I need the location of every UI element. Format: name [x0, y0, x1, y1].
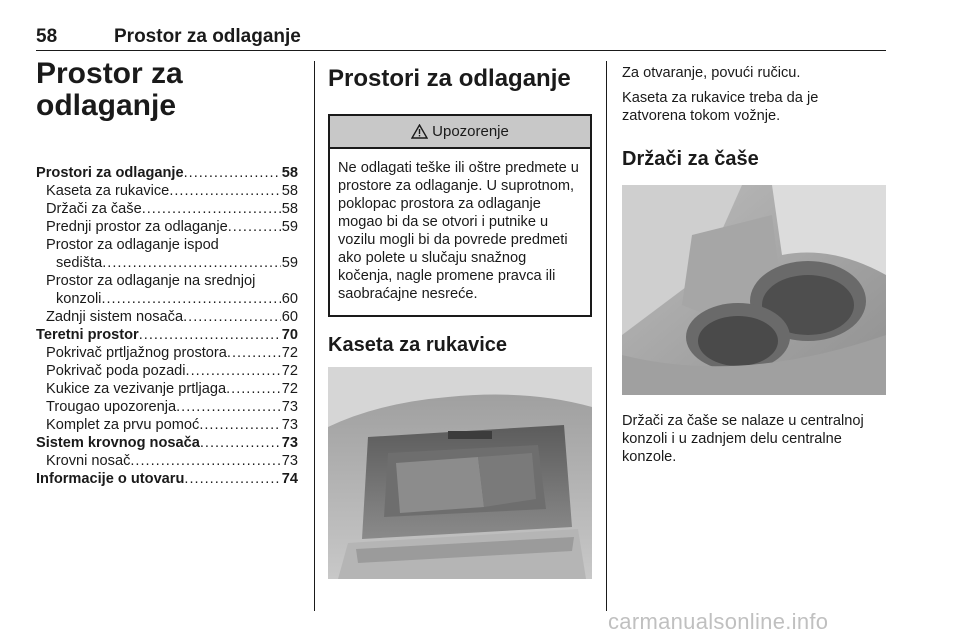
toc-entry-page: 73: [281, 453, 298, 469]
toc-entry-label: Komplet za prvu pomoć: [46, 417, 200, 433]
toc-leader-dots: [183, 308, 281, 326]
cupholders-text: Držači za čaše se nalaze u centralnoj konzoli i u zadnjem delu centralne konzole.: [622, 413, 864, 465]
toc-entry-label: sedišta: [56, 255, 103, 271]
toc-entry-page: 59: [281, 219, 298, 235]
watermark: carmanualsonline.info: [608, 609, 829, 634]
toc-leader-dots: [199, 416, 280, 434]
toc-entry-line: Prostor za odlaganje na srednjoj: [46, 273, 256, 289]
warning-box: [328, 114, 592, 317]
toc-leader-dots: [186, 362, 281, 380]
glovebox-text-2: Kaseta za rukavice treba da je zatvorena tokom vožnje.: [622, 90, 819, 124]
glovebox-photo: [328, 367, 592, 579]
toc-entry-page: 73: [281, 399, 298, 415]
toc-entry[interactable]: [36, 290, 298, 308]
cupholder-photo: [622, 185, 886, 395]
toc-entry[interactable]: [36, 380, 298, 398]
toc-leader-dots: [139, 326, 281, 344]
toc-entry-line: Prostor za odlaganje ispod: [46, 237, 219, 253]
running-title: Prostor za odlaganje: [114, 26, 301, 47]
toc-entry-page: 72: [281, 345, 298, 361]
toc-entry[interactable]: [36, 164, 298, 182]
toc-entry-page: 59: [281, 255, 298, 271]
toc-entry-label: Držači za čaše: [46, 201, 142, 217]
toc-entry-label: Pokrivač prtljažnog prostora: [46, 345, 227, 361]
toc-leader-dots: [102, 254, 281, 272]
page-header: [36, 26, 886, 52]
toc-entry-label: Teretni prostor: [36, 327, 139, 343]
toc-entry[interactable]: [36, 254, 298, 272]
page-number: 58: [36, 26, 58, 47]
toc-leader-dots: [176, 398, 281, 416]
toc-entry-page: 74: [281, 471, 298, 487]
toc-leader-dots: [228, 218, 281, 236]
toc-leader-dots: [101, 290, 280, 308]
warning-text: Ne odlagati teške ili oštre predmete u prostore za odlaganje. U suprotnom, poklopac prostora za odlaganje mogao bi da se otvori i putnike u vozilu mogli bi da povrede predmeti ako polete u slučaju snažnog kočenja, nagle promene pravca ili saobraćajne nesreće.: [338, 160, 579, 302]
toc-entry-page: 58: [281, 165, 298, 181]
toc-entry[interactable]: [36, 344, 298, 362]
toc-entry-label: Kukice za vezivanje prtljaga: [46, 381, 227, 397]
toc-entry[interactable]: [36, 200, 298, 218]
toc-entry-label: Kaseta za rukavice: [46, 183, 170, 199]
toc-entry[interactable]: [36, 434, 298, 452]
warning-label: Upozorenje: [432, 123, 509, 140]
table-of-contents: [36, 164, 298, 488]
warning-header: [330, 116, 590, 149]
middle-column: [328, 58, 592, 584]
toc-entry[interactable]: [36, 416, 298, 434]
toc-entry[interactable]: [36, 470, 298, 488]
toc-entry-label: Informacije o utovaru: [36, 471, 185, 487]
toc-entry-label: Prednji prostor za odlaganje: [46, 219, 228, 235]
toc-leader-dots: [169, 182, 280, 200]
toc-leader-dots: [142, 200, 281, 218]
toc-entry[interactable]: [36, 182, 298, 200]
column-divider: [606, 61, 607, 611]
header-rule: [36, 50, 886, 51]
toc-entry[interactable]: [36, 398, 298, 416]
toc-entry-page: 58: [281, 201, 298, 217]
toc-entry-page: 60: [281, 291, 298, 307]
right-column: [622, 64, 886, 473]
toc-entry-page: 72: [281, 381, 298, 397]
warning-triangle-icon: [411, 124, 428, 139]
chapter-title: Prostor za odlaganje: [36, 57, 183, 122]
toc-entry-label: Prostori za odlaganje: [36, 165, 184, 181]
toc-entry[interactable]: [36, 308, 298, 326]
toc-entry-label: Krovni nosač: [46, 453, 131, 469]
toc-leader-dots: [227, 344, 281, 362]
section-title: Prostori za odlaganje: [328, 65, 571, 92]
toc-leader-dots: [200, 434, 281, 452]
toc-entry-page: 73: [281, 435, 298, 451]
toc-entry-label: Trougao upozorenja: [46, 399, 177, 415]
toc-entry-label: Sistem krovnog nosača: [36, 435, 200, 451]
toc-entry-page: 58: [281, 183, 298, 199]
toc-entry[interactable]: [36, 326, 298, 344]
toc-leader-dots: [130, 452, 280, 470]
toc-leader-dots: [184, 470, 280, 488]
toc-leader-dots: [184, 164, 281, 182]
toc-entry-page: 70: [281, 327, 298, 343]
glovebox-title: Kaseta za rukavice: [328, 334, 508, 356]
toc-entry-label: konzoli: [56, 291, 102, 307]
toc-entry-page: 72: [281, 363, 298, 379]
toc-entry-page: 60: [281, 309, 298, 325]
toc-entry[interactable]: [36, 218, 298, 236]
cupholders-title: Držači za čaše: [622, 148, 759, 170]
toc-entry-page: 73: [281, 417, 298, 433]
glovebox-text-1: Za otvaranje, povući ručicu.: [622, 65, 801, 81]
toc-entry[interactable]: [36, 362, 298, 380]
toc-leader-dots: [226, 380, 281, 398]
toc-entry-label: Pokrivač poda pozadi: [46, 363, 186, 379]
toc-entry[interactable]: [36, 452, 298, 470]
toc-entry-label: Zadnji sistem nosača: [46, 309, 184, 325]
toc-column: [36, 58, 298, 488]
column-divider: [314, 61, 315, 611]
